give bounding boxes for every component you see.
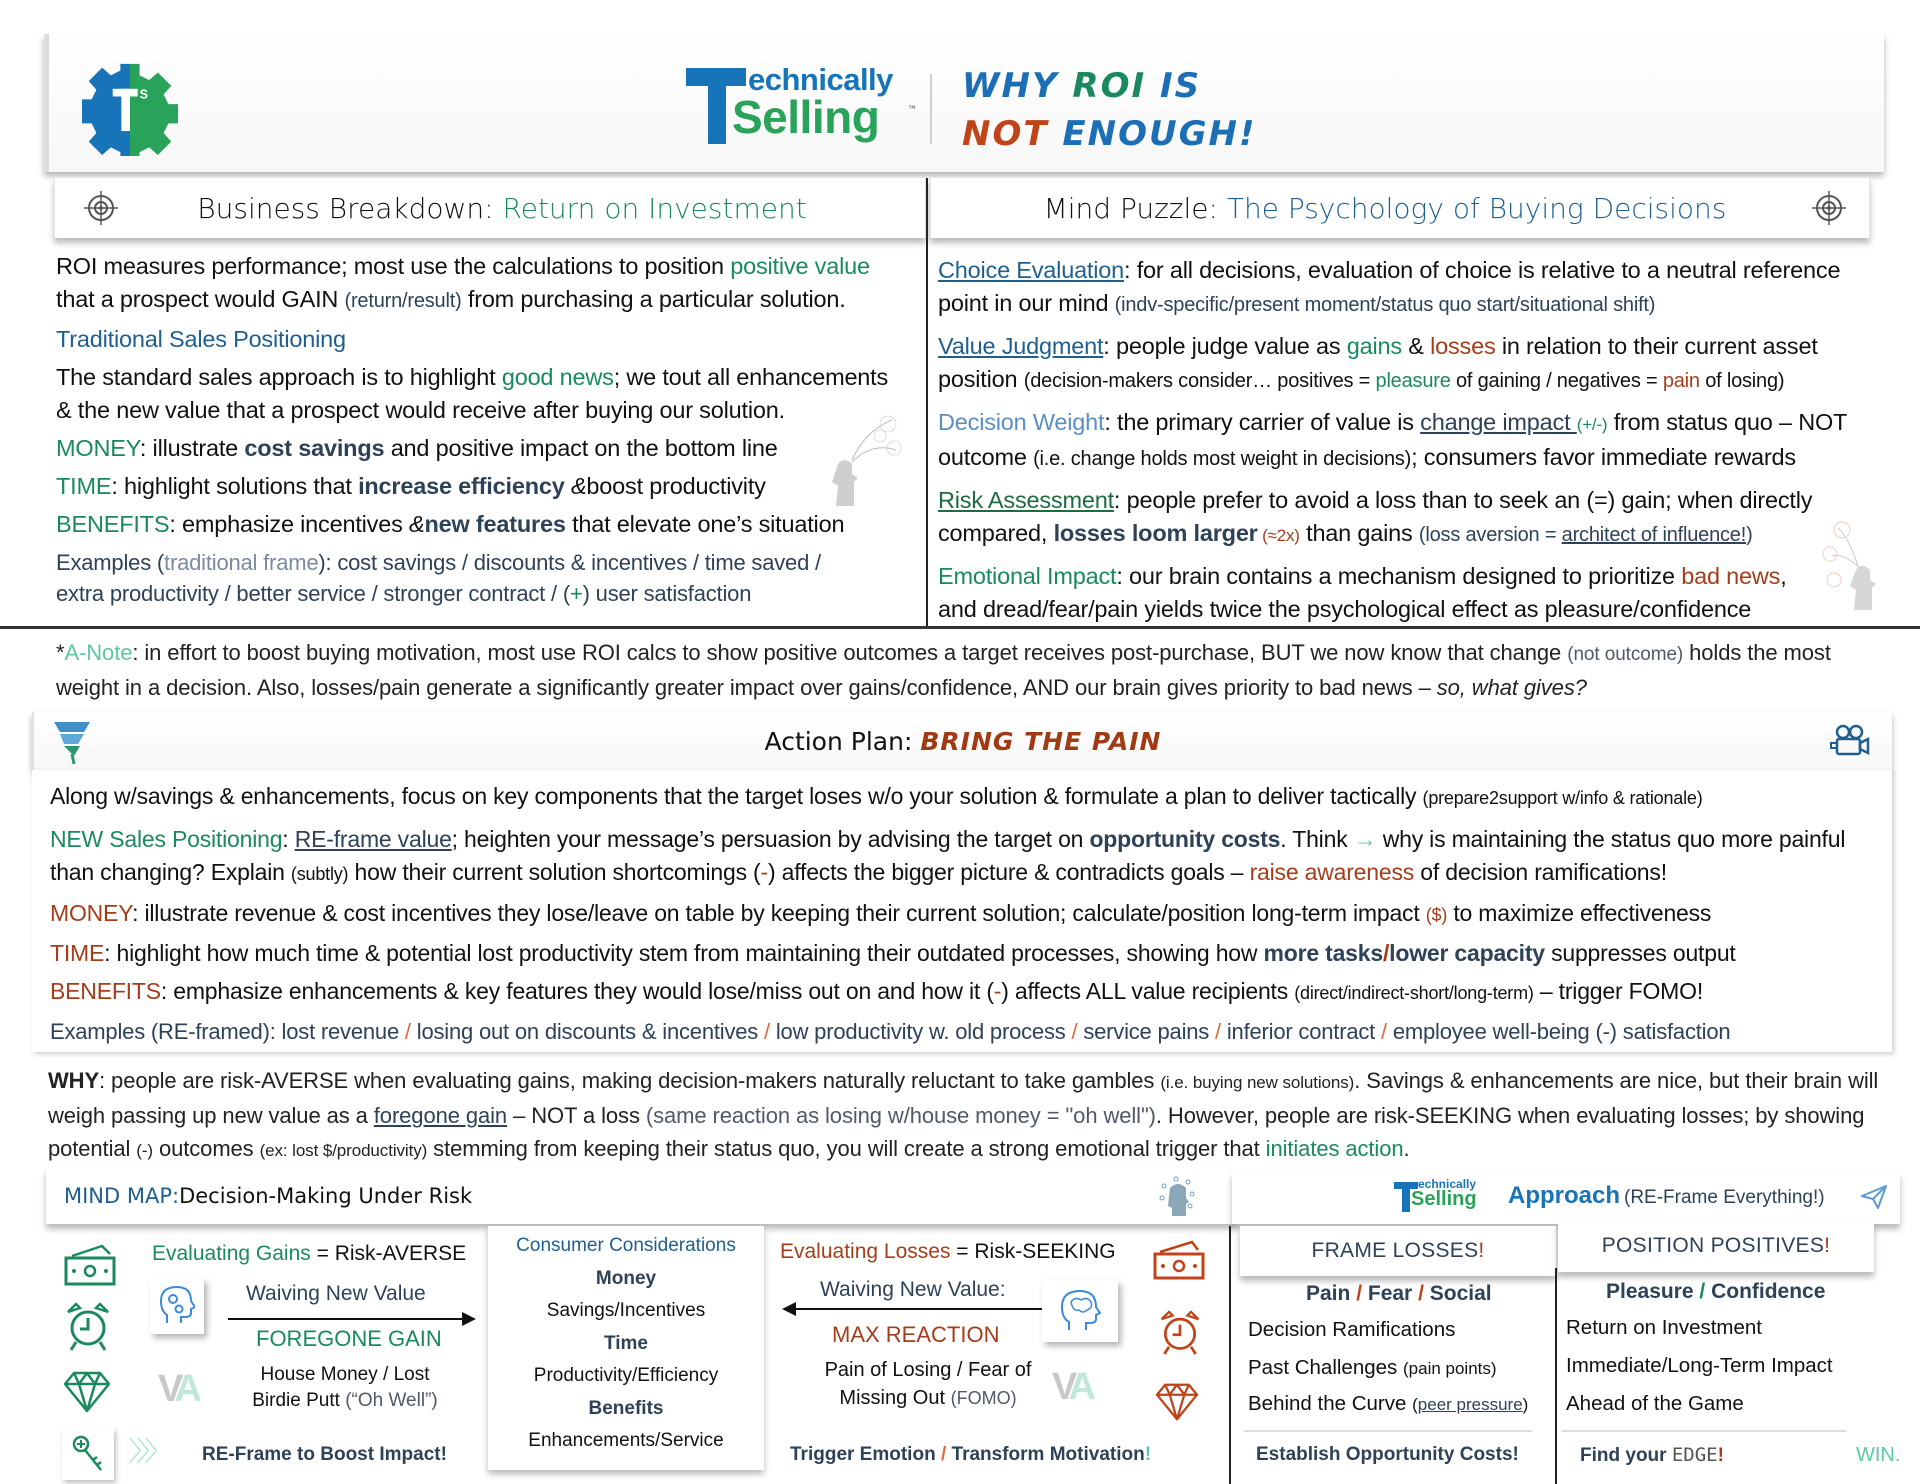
section-title-prefix: Mind Puzzle: bbox=[1043, 191, 1218, 225]
column-divider bbox=[926, 178, 928, 628]
video-camera-icon bbox=[1830, 724, 1870, 758]
action-plan-text bbox=[50, 780, 1890, 1048]
target-icon bbox=[83, 190, 119, 226]
page-title bbox=[962, 62, 1256, 158]
brand-word-selling: Selling bbox=[1411, 1188, 1477, 1210]
max-reaction: MAX REACTION bbox=[832, 1322, 1000, 1347]
paper-plane-icon bbox=[1860, 1184, 1888, 1210]
action-money: MONEY: illustrate revenue & cost incentives they lose/leave on table by keeping their current solution; calculate/position long-term impact ($) to maximize effectiveness bbox=[50, 900, 1712, 926]
benefits-point: BENEFITS: emphasize incentives &new features that elevate one’s situation bbox=[56, 511, 845, 537]
title-word: ENOUGH! bbox=[1062, 114, 1257, 154]
thinking-head-icon bbox=[828, 414, 904, 506]
decision-weight: Decision Weight: the primary carrier of value is change impact (+/-) from status quo – NOT outcome (i.e. change holds most weight in decisions); consumers favor immediate rewards bbox=[938, 409, 1848, 470]
action-time: TIME: highlight how much time & potential lost productivity stem from maintaining their outdated processes, showing how more tasks/lower capacity suppresses output bbox=[50, 940, 1736, 966]
a-note: *A-Note: in effort to boost buying motivation, most use ROI calcs to show positive outcomes a target receives post-purchase, BUT we now know that change (not outcome) holds the most weight in a decision. Also, losses/pain generate a significantly greater impact over gains/confidence, AND our brain gives priority to bad news – so, what gives? bbox=[56, 640, 1831, 700]
losses-description: Pain of Losing / Fear of Missing Out (FOMO) bbox=[824, 1359, 1032, 1409]
brand-separator bbox=[930, 74, 932, 144]
traditional-examples: Examples (traditional frame): cost savings / discounts & incentives / time saved / extra productivity / better service / stronger contract / (+) user satisfaction bbox=[56, 550, 821, 606]
risk-assessment: Risk Assessment: people prefer to avoid a loss than to seek an (=) gain; when directly compared, losses loom larger (≈2x) than gains (loss aversion = architect of influence!) bbox=[938, 487, 1813, 546]
new-sales-positioning: NEW Sales Positioning: RE-frame value; heighten your message’s persuasion by advising the target on opportunity costs. Think → why is maintaining the status quo more painful than changing? Explain (subtly) how their current solution shortcomings (-) affects the bigger picture & contradicts goals – raise awareness of decision ramifications! bbox=[50, 826, 1846, 885]
column-divider bbox=[1229, 1226, 1231, 1484]
foregone-gain: FOREGONE GAIN bbox=[256, 1326, 442, 1351]
title-word: ROI bbox=[1072, 66, 1147, 106]
section-title-accent: The Psychology of Buying Decisions bbox=[1226, 191, 1727, 225]
position-positives-tab: POSITION POSITIVES! bbox=[1558, 1222, 1874, 1272]
diamond-icon bbox=[62, 1370, 112, 1414]
mind-head-icon bbox=[1156, 1176, 1196, 1218]
brand-word-selling: Selling bbox=[732, 91, 880, 143]
position-positives-item: Return on Investment bbox=[1566, 1316, 1762, 1339]
title-word: WHY bbox=[962, 66, 1059, 106]
evaluating-losses: Evaluating Losses = Risk-SEEKING bbox=[780, 1240, 1116, 1263]
standard-approach-paragraph: The standard sales approach is to highlight good news; we tout all enhancements & the new value that a prospect would receive after buying our solution. bbox=[56, 364, 889, 423]
gains-description: House Money / Lost Birdie Putt (“Oh Well”) bbox=[252, 1364, 438, 1411]
reframe-cta: RE-Frame to Boost Impact! bbox=[202, 1444, 447, 1465]
business-breakdown-header bbox=[54, 178, 926, 238]
section-title bbox=[1044, 192, 1727, 225]
mind-puzzle-body bbox=[938, 254, 1898, 626]
money-point: MONEY: illustrate cost savings and positive impact on the bottom line bbox=[56, 435, 778, 461]
header-banner bbox=[44, 34, 1884, 172]
column-divider bbox=[1555, 1268, 1557, 1484]
frame-losses-item: Behind the Curve (peer pressure) bbox=[1248, 1392, 1529, 1415]
section-title bbox=[197, 192, 806, 225]
roi-paragraph: ROI measures performance; most use the calculations to position positive value that a prospect would GAIN (return/result) from purchasing a particular solution. bbox=[56, 253, 870, 312]
position-positives-heading: Pleasure / Confidence bbox=[1606, 1280, 1826, 1303]
find-your-edge: Find your EDGE! bbox=[1580, 1444, 1724, 1466]
establish-opportunity-costs: Establish Opportunity Costs! bbox=[1256, 1444, 1519, 1465]
waiving-new-value-losses: Waiving New Value: bbox=[820, 1278, 1006, 1301]
section-title-accent: BRING THE PAIN bbox=[920, 726, 1162, 756]
ts-gear-logo-icon bbox=[82, 60, 178, 156]
consideration-head: Time bbox=[603, 1332, 648, 1354]
section-title-prefix: MIND MAP: bbox=[64, 1184, 180, 1208]
consideration-head: Benefits bbox=[588, 1397, 664, 1419]
consumer-considerations bbox=[488, 1226, 764, 1470]
position-positives-item: Immediate/Long-Term Impact bbox=[1566, 1354, 1833, 1377]
thinking-head-icon bbox=[1820, 520, 1896, 610]
title-word: NOT bbox=[962, 114, 1049, 154]
alarm-clock-icon bbox=[1158, 1308, 1202, 1356]
action-intro: Along w/savings & enhancements, focus on key components that the target loses w/o your solution & formulate a plan to deliver tactically (prepare2support w/info & rationale) bbox=[50, 783, 1703, 809]
head-brain-icon-box bbox=[1042, 1280, 1118, 1342]
arrow-left bbox=[794, 1308, 1044, 1310]
head-gears-icon-box bbox=[150, 1278, 204, 1334]
action-plan-header bbox=[32, 712, 1892, 770]
svg-text:S: S bbox=[139, 87, 148, 102]
section-title-prefix: Business Breakdown: bbox=[197, 191, 494, 225]
approach-title: Approach bbox=[1508, 1182, 1621, 1209]
approach-header bbox=[1232, 1172, 1900, 1224]
funnel-icon bbox=[52, 718, 92, 764]
head-gears-icon bbox=[159, 1285, 195, 1327]
section-title-accent: Return on Investment bbox=[502, 191, 807, 225]
money-icon bbox=[1152, 1240, 1206, 1282]
divider-line bbox=[1562, 1430, 1846, 1432]
trigger-emotion-cta: Trigger Emotion / Transform Motivation! bbox=[790, 1444, 1152, 1465]
alarm-clock-icon bbox=[64, 1300, 112, 1352]
evaluating-gains: Evaluating Gains = Risk-AVERSE bbox=[152, 1242, 467, 1265]
frame-losses-heading: Pain / Fear / Social bbox=[1306, 1282, 1492, 1305]
target-icon bbox=[1811, 190, 1847, 226]
choice-evaluation: Choice Evaluation: for all decisions, evaluation of choice is relative to a neutral reference point in our mind (indv-specific/present moment/status quo start/situational shift) bbox=[938, 257, 1841, 316]
emotional-impact: Emotional Impact: our brain contains a mechanism designed to prioritize bad news, and dread/fear/pain yields twice the psychological effect as pleasure/confidence bbox=[938, 563, 1787, 622]
technically-selling-logo-small bbox=[1394, 1178, 1494, 1218]
divider-line bbox=[1244, 1430, 1532, 1432]
va-logo: VA bbox=[1052, 1366, 1090, 1408]
diamond-icon bbox=[1152, 1382, 1202, 1422]
why-paragraph: WHY: people are risk-AVERSE when evaluating gains, making decision-makers naturally reluctant to take gambles (i.e. buying new solutions). Savings & enhancements are nice, but their brain will weigh passing up new value as a foregone gain – NOT a loss (same reaction as losing w/house money = "oh well"). However, people are risk-SEEKING when evaluating losses; by showing potential (-) outcomes (ex: lost $/productivity) stemming from keeping their status quo, you will create a strong emotional trigger that initiates action. bbox=[48, 1068, 1879, 1161]
time-point: TIME: highlight solutions that increase efficiency &boost productivity bbox=[56, 473, 766, 499]
key-icon-box bbox=[62, 1428, 114, 1480]
reframed-examples: Examples (RE-framed): lost revenue / losing out on discounts & incentives / low productivity w. old process / service pains / inferior contract / employee well-being (-) satisfaction bbox=[50, 1019, 1731, 1044]
frame-losses-item: Decision Ramifications bbox=[1248, 1318, 1456, 1341]
win-label: WIN. bbox=[1856, 1444, 1901, 1466]
va-logo: VA bbox=[158, 1368, 196, 1410]
key-icon bbox=[71, 1434, 105, 1474]
title-word: IS bbox=[1160, 66, 1202, 106]
mind-map-header bbox=[46, 1168, 1236, 1224]
frame-losses-tab: FRAME LOSSES! bbox=[1240, 1226, 1556, 1276]
section-title-prefix: Action Plan: bbox=[764, 726, 913, 756]
arrow-right bbox=[228, 1318, 464, 1320]
technically-selling-logo bbox=[686, 64, 946, 154]
action-benefits: BENEFITS: emphasize enhancements & key features they would lose/miss out on and how it (-) affects ALL value recipients (direct/indirect-short/long-term) – trigger FOMO! bbox=[50, 978, 1704, 1004]
approach-subtitle: (RE-Frame Everything!) bbox=[1624, 1187, 1825, 1208]
position-positives-item: Ahead of the Game bbox=[1566, 1392, 1744, 1415]
consideration-head: Money bbox=[595, 1267, 657, 1289]
money-icon bbox=[62, 1242, 118, 1288]
consideration-detail: Productivity/Efficiency bbox=[533, 1365, 719, 1386]
brand-word-technically: echnically bbox=[748, 62, 893, 97]
section-divider bbox=[0, 626, 1920, 629]
brand-word-technically: echnically bbox=[1418, 1177, 1477, 1191]
consideration-detail: Enhancements/Service bbox=[528, 1430, 724, 1451]
traditional-sales-heading: Traditional Sales Positioning bbox=[56, 326, 346, 352]
brand-trademark: ™ bbox=[908, 104, 916, 113]
section-title-rest: Decision-Making Under Risk bbox=[179, 1184, 473, 1208]
frame-losses-item: Past Challenges (pain points) bbox=[1248, 1356, 1497, 1379]
mind-puzzle-header bbox=[930, 178, 1870, 238]
chevrons-right-icon: 〉〉〉 bbox=[128, 1436, 167, 1467]
considerations-title: Consumer Considerations bbox=[516, 1235, 736, 1256]
waiving-new-value-gains: Waiving New Value bbox=[246, 1282, 426, 1305]
head-brain-icon bbox=[1059, 1288, 1101, 1334]
consideration-detail: Savings/Incentives bbox=[546, 1300, 706, 1321]
value-judgment: Value Judgment: people judge value as gains & losses in relation to their current asset position (decision-makers consider… positives = pleasure of gaining / negatives = pain of losing) bbox=[938, 333, 1818, 392]
business-breakdown-body bbox=[56, 250, 922, 609]
